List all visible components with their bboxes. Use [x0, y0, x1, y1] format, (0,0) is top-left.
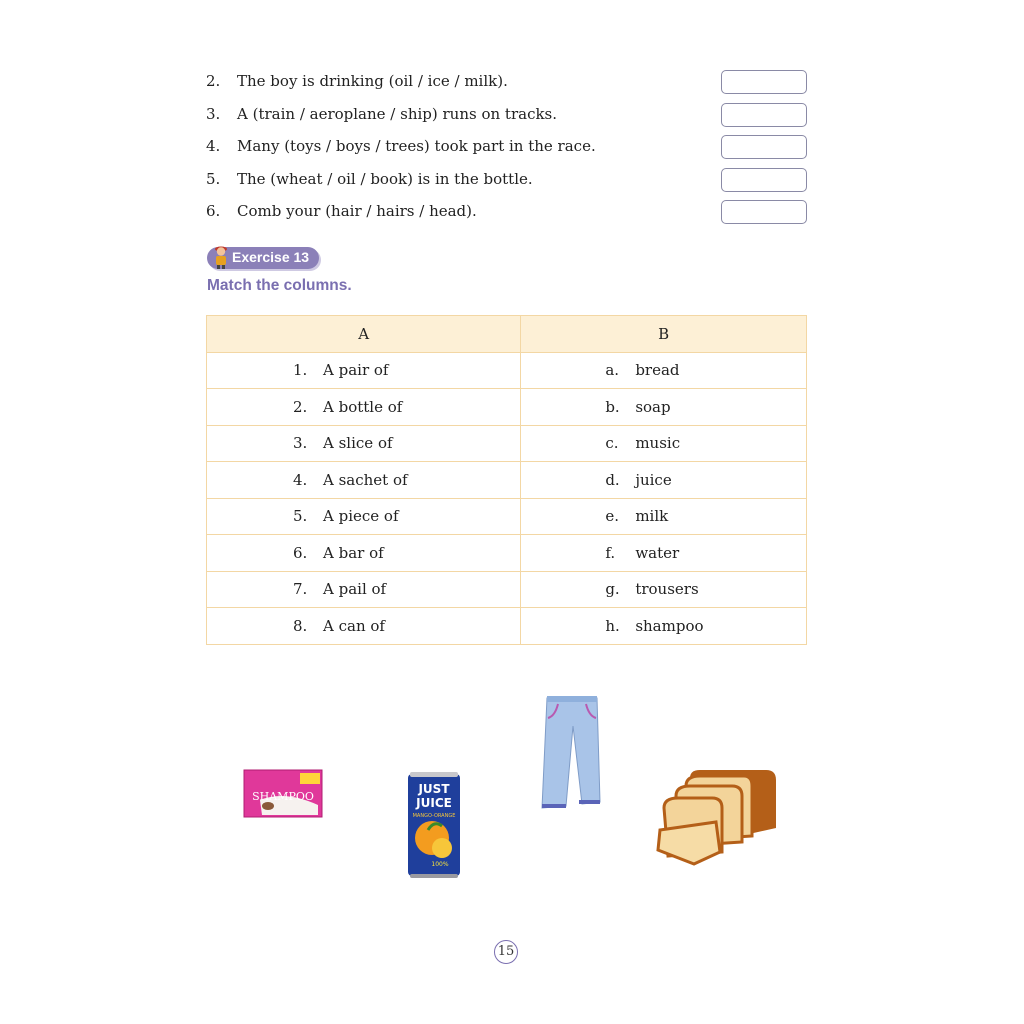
question-number: 6.	[206, 202, 221, 220]
shampoo-sachet-image	[244, 770, 322, 817]
answer-box[interactable]	[721, 70, 807, 94]
table-row	[207, 389, 807, 426]
item-letter: b.	[605, 397, 620, 416]
table-row	[207, 498, 807, 535]
question-list	[206, 68, 816, 231]
item-number: 7.	[293, 580, 308, 599]
answer-box[interactable]	[721, 168, 807, 192]
exercise-badge	[207, 247, 319, 269]
item-text: A pail of	[323, 580, 387, 599]
exercise-label: Exercise 13	[232, 249, 310, 265]
can-label-bottom: JUICE	[416, 796, 452, 810]
question-item	[206, 68, 816, 101]
column-a-cell	[207, 462, 521, 499]
item-text: A slice of	[323, 434, 393, 453]
match-table-body	[207, 352, 807, 644]
illustrations	[0, 690, 1024, 890]
column-a-cell	[207, 498, 521, 535]
question-item	[206, 198, 816, 231]
exercise-instruction: Match the columns.	[207, 277, 352, 294]
table-row	[207, 462, 807, 499]
item-letter: d.	[605, 470, 620, 489]
column-b-cell	[521, 535, 807, 572]
can-flavor: MANGO-ORANGE	[412, 813, 456, 819]
question-text: A (train / aeroplane / ship) runs on tracks.	[237, 104, 558, 123]
question-text: The boy is drinking (oil / ice / milk).	[237, 72, 508, 90]
table-row	[207, 425, 807, 462]
column-a-cell	[207, 425, 521, 462]
can-label-top: JUST	[418, 782, 450, 796]
table-row	[207, 535, 807, 572]
column-b-cell	[521, 389, 807, 426]
trousers-image	[542, 696, 600, 808]
item-number: 4.	[293, 470, 308, 489]
item-letter: f.	[605, 543, 616, 562]
column-b-cell	[521, 498, 807, 535]
item-text: A pair of	[323, 361, 389, 380]
page-number: 15	[494, 940, 518, 964]
item-letter: a.	[605, 361, 620, 380]
table-row	[207, 571, 807, 608]
column-a-cell	[207, 535, 521, 572]
column-b-cell	[521, 425, 807, 462]
question-number: 3.	[206, 104, 221, 123]
item-text: bread	[635, 361, 680, 380]
question-number: 2.	[206, 72, 221, 90]
bread-image	[658, 770, 776, 864]
item-number: 1.	[293, 361, 308, 380]
column-header-a: A	[207, 316, 521, 353]
table-row	[207, 352, 807, 389]
question-number: 5.	[206, 169, 221, 188]
item-text: music	[635, 434, 681, 453]
column-b-cell	[521, 462, 807, 499]
question-item	[206, 166, 816, 199]
column-a-cell	[207, 352, 521, 389]
juice-can-image	[408, 772, 460, 878]
question-item	[206, 101, 816, 134]
item-text: A bar of	[323, 543, 384, 562]
question-number: 4.	[206, 137, 221, 155]
table-header-row	[207, 316, 807, 353]
item-letter: e.	[605, 507, 619, 526]
can-note: 100%	[431, 861, 449, 868]
item-text: juice	[635, 470, 672, 489]
item-letter: c.	[605, 434, 619, 453]
item-number: 8.	[293, 616, 308, 635]
column-a-cell	[207, 608, 521, 645]
answer-box[interactable]	[721, 200, 807, 224]
item-text: soap	[635, 397, 671, 416]
item-number: 3.	[293, 434, 308, 453]
item-letter: g.	[605, 580, 620, 599]
answer-box[interactable]	[721, 135, 807, 159]
item-text: A sachet of	[323, 470, 408, 489]
column-b-cell	[521, 608, 807, 645]
item-text: milk	[635, 507, 669, 526]
item-text: water	[635, 543, 680, 562]
column-a-cell	[207, 571, 521, 608]
item-text: A bottle of	[323, 397, 403, 416]
item-text: A can of	[323, 616, 385, 635]
answer-box[interactable]	[721, 103, 807, 127]
column-b-cell	[521, 571, 807, 608]
item-letter: h.	[605, 616, 620, 635]
column-b-cell	[521, 352, 807, 389]
question-item	[206, 133, 816, 166]
question-text: Many (toys / boys / trees) took part in the race.	[237, 137, 596, 155]
item-number: 5.	[293, 507, 308, 526]
match-table	[206, 315, 807, 645]
student-icon	[211, 242, 231, 270]
item-number: 2.	[293, 397, 308, 416]
question-text: The (wheat / oil / book) is in the bottle.	[237, 169, 533, 188]
sachet-label: SHAMPOO	[252, 790, 314, 803]
item-text: A piece of	[323, 507, 399, 526]
question-text: Comb your (hair / hairs / head).	[237, 202, 477, 220]
item-text: shampoo	[635, 616, 704, 635]
column-header-b: B	[521, 316, 807, 353]
item-number: 6.	[293, 543, 308, 562]
table-row	[207, 608, 807, 645]
item-text: trousers	[635, 580, 699, 599]
column-a-cell	[207, 389, 521, 426]
